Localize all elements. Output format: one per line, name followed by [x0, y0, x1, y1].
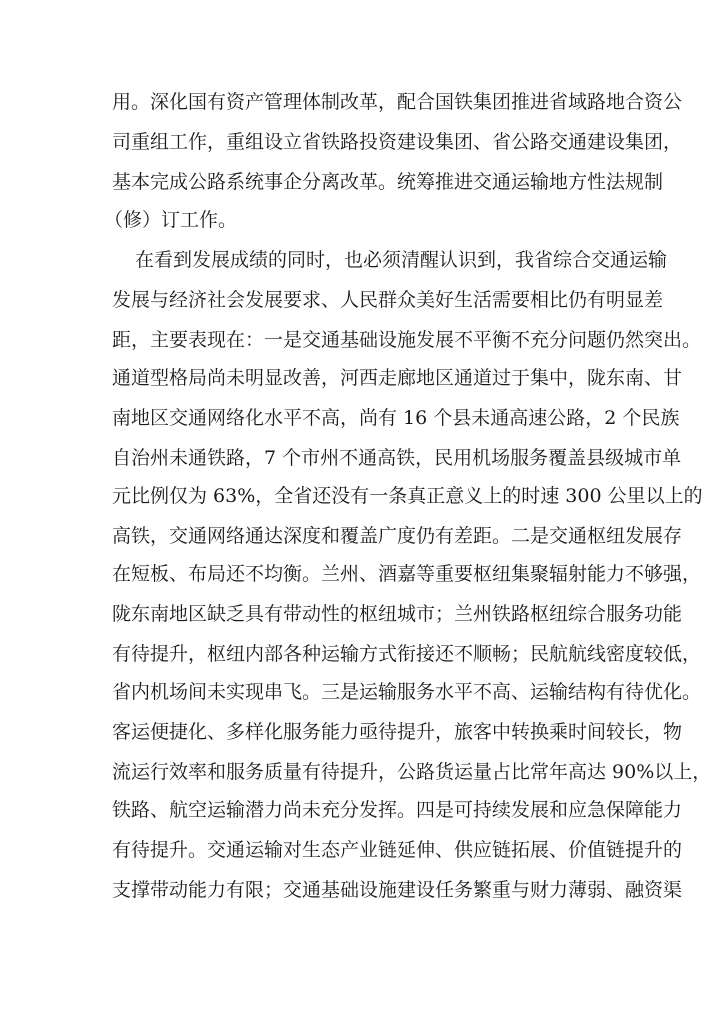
paragraph-line: 省内机场间未实现串飞。三是运输服务水平不高、运输结构有待优化。: [112, 681, 702, 703]
paragraph-line: 客运便捷化、多样化服务能力亟待提升，旅客中转换乘时间较长，物: [112, 721, 683, 743]
paragraph-line: （修）订工作。: [104, 209, 238, 231]
paragraph-line: 支撑带动能力有限；交通基础设施建设任务繁重与财力薄弱、融资渠: [112, 879, 683, 901]
paragraph-line: 自治州未通铁路，7 个市州不通高铁，民用机场服务覆盖县级城市单: [112, 447, 682, 469]
paragraph-line: 通道型格局尚未明显改善，河西走廊地区通道过于集中，陇东南、甘: [112, 367, 683, 389]
paragraph-line: 陇东南地区缺乏具有带动性的枢纽城市；兰州铁路枢纽综合服务功能: [112, 603, 683, 625]
paragraph-line: 铁路、航空运输潜力尚未充分发挥。四是可持续发展和应急保障能力: [112, 799, 683, 821]
paragraph-line: 有待提升。交通运输对生态产业链延伸、供应链拓展、价值链提升的: [112, 839, 683, 861]
paragraph-line: 南地区交通网络化水平不高，尚有 16 个县未通高速公路，2 个民族: [112, 407, 680, 429]
paragraph-line: 元比例仅为 63%，全省还没有一条真正意义上的时速 300 公里以上的: [112, 485, 703, 507]
paragraph-first-line: 在看到发展成绩的同时，也必须清醒认识到，我省综合交通运输: [135, 249, 668, 271]
paragraph-line: 基本完成公路系统事企分离改革。统筹推进交通运输地方性法规制: [112, 171, 664, 193]
paragraph-line: 发展与经济社会发展要求、人民群众美好生活需要相比仍有明显差: [112, 289, 664, 311]
paragraph-line: 在短板、布局还不均衡。兰州、酒嘉等重要枢纽集聚辐射能力不够强，: [112, 563, 702, 585]
paragraph-line: 距，主要表现在：一是交通基础设施发展不平衡不充分问题仍然突出。: [112, 329, 702, 351]
paragraph-line: 流运行效率和服务质量有待提升，公路货运量占比常年高达 90%以上，: [112, 761, 712, 783]
paragraph-line: 用。深化国有资产管理体制改革，配合国铁集团推进省域路地合资公: [112, 91, 683, 113]
paragraph-line: 司重组工作，重组设立省铁路投资建设集团、省公路交通建设集团，: [112, 131, 683, 153]
paragraph-line: 有待提升，枢纽内部各种运输方式衔接还不顺畅；民航航线密度较低，: [112, 643, 702, 665]
paragraph-line: 高铁，交通网络通达深度和覆盖广度仍有差距。二是交通枢纽发展存: [112, 525, 683, 547]
